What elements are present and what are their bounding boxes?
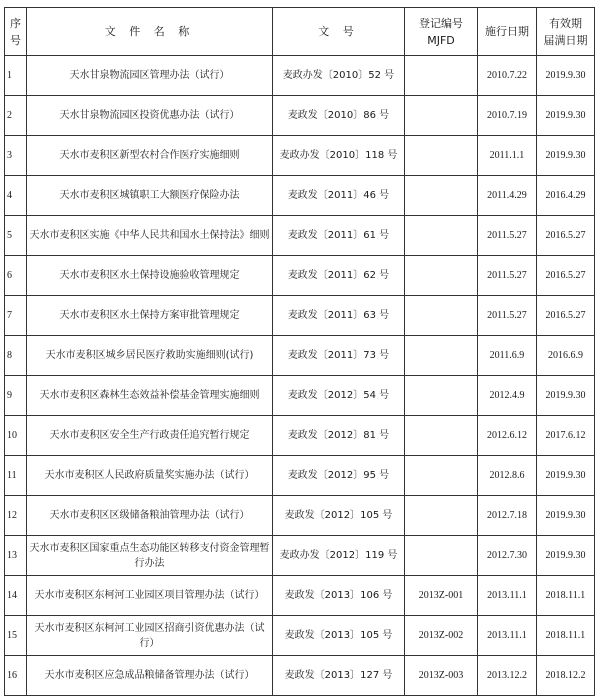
document-name: 天水市麦积区新型农村合作医疗实施细则 — [27, 136, 273, 176]
header-effective-date: 施行日期 — [478, 8, 537, 56]
expiry-date: 2019.9.30 — [537, 96, 595, 136]
regulations-table — [4, 7, 595, 696]
row-number: 16 — [5, 656, 27, 696]
table-row — [5, 496, 595, 536]
effective-date: 2010.7.22 — [478, 56, 537, 96]
row-number: 12 — [5, 496, 27, 536]
effective-date: 2012.4.9 — [478, 376, 537, 416]
effective-date: 2013.11.1 — [478, 576, 537, 616]
table-row — [5, 176, 595, 216]
expiry-date: 2018.11.1 — [537, 616, 595, 656]
effective-date: 2012.7.18 — [478, 496, 537, 536]
expiry-date: 2019.9.30 — [537, 536, 595, 576]
registration-number — [405, 336, 478, 376]
document-name: 天水市麦积区水土保持方案审批管理规定 — [27, 296, 273, 336]
registration-number — [405, 496, 478, 536]
row-number: 6 — [5, 256, 27, 296]
document-name: 天水市麦积区水土保持设施验收管理规定 — [27, 256, 273, 296]
table-row — [5, 96, 595, 136]
document-number: 麦政办发〔2010〕52 号 — [273, 56, 405, 96]
table-row — [5, 216, 595, 256]
expiry-date: 2019.9.30 — [537, 456, 595, 496]
registration-number — [405, 456, 478, 496]
row-number: 2 — [5, 96, 27, 136]
table-row — [5, 56, 595, 96]
document-name: 天水甘泉物流园区管理办法（试行） — [27, 56, 273, 96]
registration-number — [405, 376, 478, 416]
document-number: 麦政办发〔2010〕118 号 — [273, 136, 405, 176]
row-number: 8 — [5, 336, 27, 376]
document-number: 麦政发〔2011〕61 号 — [273, 216, 405, 256]
document-name: 天水市麦积区人民政府质量奖实施办法（试行） — [27, 456, 273, 496]
table-row — [5, 656, 595, 696]
effective-date: 2012.6.12 — [478, 416, 537, 456]
expiry-date: 2016.5.27 — [537, 256, 595, 296]
document-page — [4, 7, 595, 696]
registration-number — [405, 216, 478, 256]
document-name: 天水市麦积区国家重点生态功能区转移支付资金管理暂行办法 — [27, 536, 273, 576]
document-name: 天水市麦积区城乡居民医疗救助实施细则(试行) — [27, 336, 273, 376]
table-row — [5, 376, 595, 416]
row-number: 14 — [5, 576, 27, 616]
document-name: 天水市麦积区应急成品粮储备管理办法（试行） — [27, 656, 273, 696]
header-doc-no: 文 号 — [273, 8, 405, 56]
effective-date: 2011.5.27 — [478, 296, 537, 336]
expiry-date: 2016.4.29 — [537, 176, 595, 216]
expiry-date: 2018.12.2 — [537, 656, 595, 696]
table-row — [5, 536, 595, 576]
document-number: 麦政办发〔2012〕119 号 — [273, 536, 405, 576]
effective-date: 2011.6.9 — [478, 336, 537, 376]
row-number: 7 — [5, 296, 27, 336]
document-name: 天水市麦积区区级储备粮油管理办法（试行） — [27, 496, 273, 536]
document-number: 麦政发〔2013〕106 号 — [273, 576, 405, 616]
expiry-date: 2016.5.27 — [537, 296, 595, 336]
table-row — [5, 416, 595, 456]
registration-number — [405, 416, 478, 456]
header-registration — [405, 8, 478, 56]
table-body — [5, 56, 595, 696]
document-name: 天水市麦积区东柯河工业园区招商引资优惠办法（试行） — [27, 616, 273, 656]
registration-number — [405, 296, 478, 336]
document-number: 麦政发〔2011〕46 号 — [273, 176, 405, 216]
expiry-date: 2019.9.30 — [537, 136, 595, 176]
effective-date: 2012.7.30 — [478, 536, 537, 576]
table-row — [5, 296, 595, 336]
effective-date: 2011.5.27 — [478, 256, 537, 296]
table-row — [5, 616, 595, 656]
table-row — [5, 256, 595, 296]
registration-number — [405, 256, 478, 296]
document-number: 麦政发〔2010〕86 号 — [273, 96, 405, 136]
header-registration-line1: 登记编号 — [419, 16, 463, 30]
registration-number — [405, 536, 478, 576]
table-row — [5, 456, 595, 496]
expiry-date: 2016.6.9 — [537, 336, 595, 376]
document-number: 麦政发〔2011〕63 号 — [273, 296, 405, 336]
registration-number — [405, 56, 478, 96]
header-expiry-line1: 有效期 — [549, 16, 582, 30]
effective-date: 2012.8.6 — [478, 456, 537, 496]
document-number: 麦政发〔2011〕62 号 — [273, 256, 405, 296]
header-no: 序号 — [5, 8, 27, 56]
expiry-date: 2019.9.30 — [537, 56, 595, 96]
registration-number: 2013Z-002 — [405, 616, 478, 656]
row-number: 3 — [5, 136, 27, 176]
header-expiry — [537, 8, 595, 56]
registration-number — [405, 136, 478, 176]
header-registration-line2: MJFD — [427, 33, 455, 47]
registration-number — [405, 176, 478, 216]
document-number: 麦政发〔2011〕73 号 — [273, 336, 405, 376]
document-number: 麦政发〔2012〕95 号 — [273, 456, 405, 496]
document-name: 天水市麦积区城镇职工大额医疗保险办法 — [27, 176, 273, 216]
expiry-date: 2016.5.27 — [537, 216, 595, 256]
document-name: 天水市麦积区实施《中华人民共和国水土保持法》细则 — [27, 216, 273, 256]
row-number: 1 — [5, 56, 27, 96]
row-number: 13 — [5, 536, 27, 576]
registration-number: 2013Z-001 — [405, 576, 478, 616]
expiry-date: 2019.9.30 — [537, 376, 595, 416]
header-row — [5, 8, 595, 56]
row-number: 5 — [5, 216, 27, 256]
header-name: 文 件 名 称 — [27, 8, 273, 56]
document-number: 麦政发〔2013〕127 号 — [273, 656, 405, 696]
row-number: 15 — [5, 616, 27, 656]
table-row — [5, 136, 595, 176]
document-name: 天水市麦积区东柯河工业园区项目管理办法（试行） — [27, 576, 273, 616]
document-name: 天水市麦积区森林生态效益补偿基金管理实施细则 — [27, 376, 273, 416]
document-name: 天水市麦积区安全生产行政责任追究暂行规定 — [27, 416, 273, 456]
document-number: 麦政发〔2012〕105 号 — [273, 496, 405, 536]
row-number: 9 — [5, 376, 27, 416]
table-row — [5, 336, 595, 376]
table-row — [5, 576, 595, 616]
expiry-date: 2017.6.12 — [537, 416, 595, 456]
effective-date: 2011.1.1 — [478, 136, 537, 176]
header-expiry-line2: 届满日期 — [543, 33, 588, 47]
table-header — [5, 8, 595, 56]
effective-date: 2013.11.1 — [478, 616, 537, 656]
registration-number: 2013Z-003 — [405, 656, 478, 696]
row-number: 10 — [5, 416, 27, 456]
effective-date: 2011.4.29 — [478, 176, 537, 216]
document-name: 天水甘泉物流园区投资优惠办法（试行） — [27, 96, 273, 136]
registration-number — [405, 96, 478, 136]
effective-date: 2011.5.27 — [478, 216, 537, 256]
expiry-date: 2019.9.30 — [537, 496, 595, 536]
effective-date: 2013.12.2 — [478, 656, 537, 696]
row-number: 11 — [5, 456, 27, 496]
row-number: 4 — [5, 176, 27, 216]
document-number: 麦政发〔2012〕54 号 — [273, 376, 405, 416]
expiry-date: 2018.11.1 — [537, 576, 595, 616]
document-number: 麦政发〔2013〕105 号 — [273, 616, 405, 656]
document-number: 麦政发〔2012〕81 号 — [273, 416, 405, 456]
effective-date: 2010.7.19 — [478, 96, 537, 136]
